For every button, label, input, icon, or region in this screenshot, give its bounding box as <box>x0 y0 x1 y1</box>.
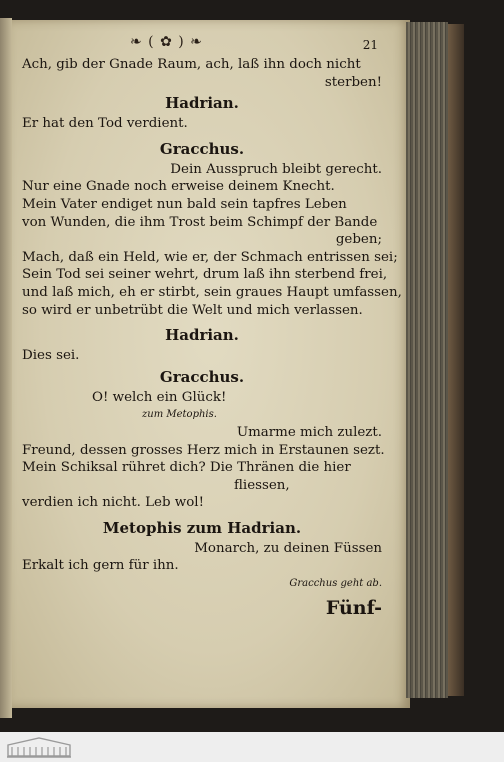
verse-line: O! welch ein Glück! <box>92 389 227 405</box>
verse-line: Sein Tod sei seiner wehrt, drum laß ihn sterbend frei, <box>22 267 388 283</box>
verse-line: Monarch, zu deinen Füssen <box>194 540 382 556</box>
verse-line: von Wunden, die ihm Trost beim Schimpf der Bande <box>22 214 378 230</box>
verse-line: Erkalt ich gern für ihn. <box>22 558 179 574</box>
text-lines <box>22 56 402 593</box>
stage-direction: Gracchus geht ab. <box>289 578 382 590</box>
verse-line: Freund, dessen grosses Herz mich in Erstaunen sezt. <box>22 442 385 458</box>
verse-line: so wird er unbetrübt die Welt und mich verlassen. <box>22 302 363 318</box>
verse-line: Umarme mich zulezt. <box>236 424 382 440</box>
verse-line: Er hat den Tod verdient. <box>22 116 188 132</box>
book-cover-edge <box>448 24 464 696</box>
verse-line: Mach, daß ein Held, wie er, der Schmach entrissen sei; <box>22 249 398 265</box>
speaker-name: Gracchus. <box>159 139 245 158</box>
verse-line: verdien ich nicht. Leb wol! <box>22 495 204 511</box>
verse-line: Dies sei. <box>22 348 80 364</box>
verse-line: Mein Vater endiget nun bald sein tapfres Leben <box>22 196 347 212</box>
library-footer-bar <box>0 732 504 762</box>
verse-line: Mein Schiksal rühret dich? Die Thränen die hier <box>22 460 351 476</box>
page-fore-edge <box>406 22 448 698</box>
library-building-icon <box>6 736 72 758</box>
verse-line: Dein Ausspruch bleibt gerecht. <box>170 161 382 177</box>
speaker-name: Gracchus. <box>159 367 245 386</box>
verse-line: Nur eine Gnade noch erweise deinem Knecht. <box>22 179 335 195</box>
verse-line: und laß mich, eh er stirbt, sein graues Haupt umfassen, <box>22 284 402 300</box>
speaker-name: Hadrian. <box>165 326 239 345</box>
page-number: 21 <box>362 38 378 52</box>
catchword: Fünf- <box>325 596 382 619</box>
header-ornament: ❧ ( ✿ ) ❧ <box>130 34 203 50</box>
speaker-name: Metophis zum Hadrian. <box>102 518 302 537</box>
verse-line: geben; <box>335 232 382 248</box>
verse-line: sterben! <box>324 74 382 90</box>
left-page-edge <box>0 18 12 718</box>
verse-line: fliessen, <box>234 477 290 493</box>
verse-line: Ach, gib der Gnade Raum, ach, laß ihn doch nicht <box>22 57 361 72</box>
speaker-name: Hadrian. <box>165 94 239 113</box>
page-header <box>22 34 382 56</box>
page-text <box>22 34 402 619</box>
stage-direction: zum Metophis. <box>142 409 217 421</box>
